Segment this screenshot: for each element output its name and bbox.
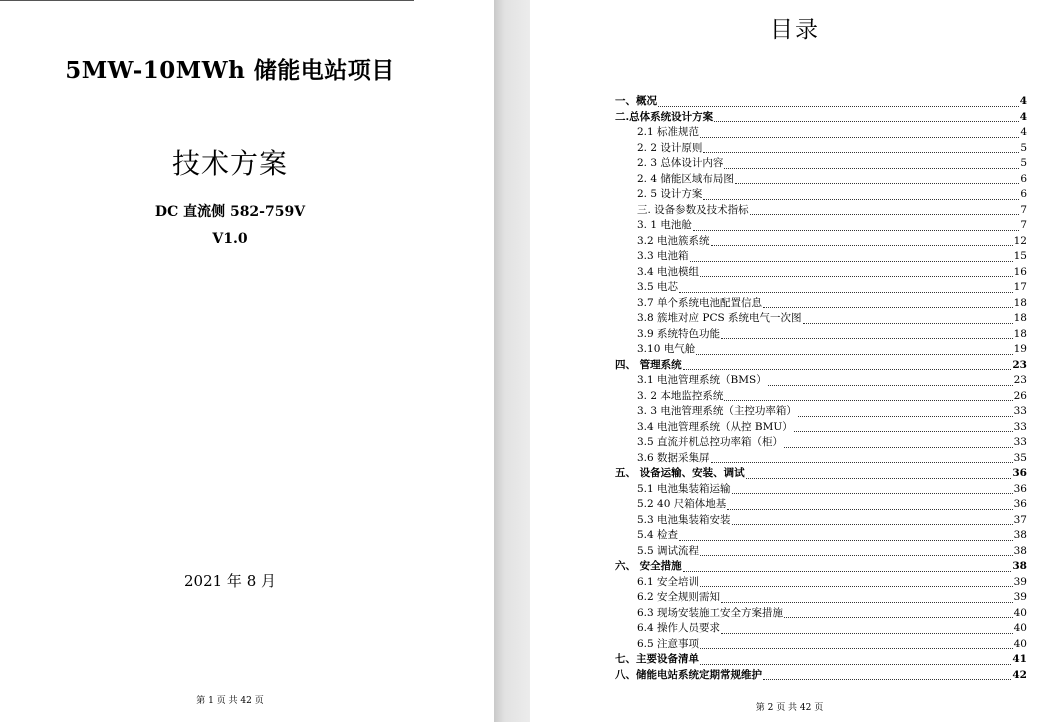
toc-entry-label: 3.3 电池箱 bbox=[637, 250, 689, 262]
toc-entry-label: 六、 安全措施 bbox=[615, 560, 682, 572]
toc-entry[interactable] bbox=[615, 497, 1027, 513]
toc-entry[interactable] bbox=[615, 342, 1027, 358]
toc-entry-label: 3.8 簇堆对应 PCS 系统电气一次图 bbox=[637, 312, 802, 324]
toc-entry[interactable] bbox=[615, 203, 1027, 219]
toc-entry-page: 26 bbox=[1013, 389, 1027, 402]
dc-voltage-range: DC 直流侧 582-759V bbox=[154, 204, 306, 220]
toc-entry[interactable] bbox=[615, 668, 1027, 684]
toc-entry-label: 2. 3 总体设计内容 bbox=[637, 157, 724, 169]
toc-entry[interactable] bbox=[615, 575, 1027, 591]
toc-entry-page: 18 bbox=[1013, 312, 1027, 324]
toc-entry-label: 3.1 电池管理系统（BMS） bbox=[637, 374, 767, 386]
toc-entry-page: 36 bbox=[1013, 498, 1027, 510]
toc-entry-label: 6.2 安全规则需知 bbox=[637, 591, 721, 603]
document-version: V1.0 bbox=[212, 231, 248, 247]
toc-entry-label: 二.总体系统设计方案 bbox=[615, 110, 714, 123]
toc-entry-page: 33 bbox=[1013, 436, 1027, 448]
toc-dot-leader bbox=[721, 338, 1013, 339]
toc-entry[interactable] bbox=[615, 404, 1027, 420]
toc-dot-leader bbox=[763, 307, 1013, 308]
toc-entry-page: 6 bbox=[1020, 172, 1027, 185]
toc-entry-label: 3.9 系统特色功能 bbox=[637, 327, 721, 340]
toc-dot-leader bbox=[700, 664, 1011, 665]
toc-entry-label: 3.5 电芯 bbox=[637, 281, 679, 293]
toc-entry[interactable] bbox=[615, 513, 1027, 529]
toc-entry[interactable] bbox=[615, 559, 1027, 575]
toc-entry-label: 2. 5 设计方案 bbox=[637, 188, 703, 200]
toc-dot-leader bbox=[683, 571, 1012, 572]
toc-entry[interactable] bbox=[615, 637, 1027, 653]
toc-entry[interactable] bbox=[615, 435, 1027, 451]
toc-entry-page: 6 bbox=[1020, 188, 1027, 200]
toc-entry[interactable] bbox=[615, 94, 1027, 110]
toc-entry-page: 38 bbox=[1013, 544, 1027, 557]
toc-entry-page: 36 bbox=[1013, 482, 1027, 495]
toc-entry[interactable] bbox=[615, 172, 1027, 188]
toc-heading: 目录 bbox=[770, 17, 820, 43]
toc-entry-page: 17 bbox=[1013, 281, 1027, 293]
toc-entry-page: 15 bbox=[1013, 250, 1027, 262]
toc-entry[interactable] bbox=[615, 327, 1027, 343]
toc-entry[interactable] bbox=[615, 156, 1027, 172]
toc-entry-page: 33 bbox=[1013, 405, 1027, 417]
toc-entry-label: 3.10 电气舱 bbox=[637, 343, 696, 355]
toc-dot-leader bbox=[711, 245, 1013, 246]
toc-entry-page: 41 bbox=[1012, 653, 1027, 665]
toc-entry-label: 6.1 安全培训 bbox=[637, 575, 700, 588]
toc-dot-leader bbox=[750, 214, 1020, 215]
toc-entry-page: 39 bbox=[1013, 591, 1027, 603]
toc-dot-leader bbox=[700, 586, 1013, 587]
toc-entry-label: 5.3 电池集装箱安装 bbox=[637, 513, 731, 526]
toc-entry-page: 42 bbox=[1012, 668, 1027, 681]
document-title: 技术方案 bbox=[171, 147, 288, 180]
toc-entry-page: 4 bbox=[1020, 126, 1027, 138]
toc-entry-label: 七、主要设备清单 bbox=[615, 653, 699, 665]
toc-entry[interactable] bbox=[615, 110, 1027, 126]
toc-entry[interactable] bbox=[615, 373, 1027, 389]
toc-entry[interactable] bbox=[615, 590, 1027, 606]
project-title: 5MW-10MWh 储能电站项目 bbox=[65, 57, 395, 84]
toc-entry[interactable] bbox=[615, 125, 1027, 141]
toc-entry[interactable] bbox=[615, 606, 1027, 622]
toc-entry-label: 5.2 40 尺箱体地基 bbox=[637, 498, 727, 510]
toc-entry[interactable] bbox=[615, 652, 1027, 668]
toc-entry-label: 3.2 电池簇系统 bbox=[637, 234, 710, 247]
page-footer: 第 1 页 共 42 页 bbox=[196, 696, 264, 706]
toc-dot-leader bbox=[724, 168, 1019, 169]
toc-dot-leader bbox=[683, 369, 1012, 370]
toc-entry-label: 3.5 直流并机总控功率箱（柜） bbox=[637, 436, 784, 448]
toc-entry[interactable] bbox=[615, 420, 1027, 436]
toc-entry-label: 5.4 检查 bbox=[637, 529, 679, 541]
toc-dot-leader bbox=[696, 354, 1012, 355]
toc-entry-label: 2. 2 设计原则 bbox=[637, 141, 703, 154]
toc-entry-label: 3.7 单个系统电池配置信息 bbox=[637, 296, 763, 309]
toc-entry-label: 2.1 标准规范 bbox=[637, 126, 700, 138]
toc-entry-label: 3.4 电池模组 bbox=[637, 265, 700, 278]
toc-entry-page: 5 bbox=[1020, 157, 1027, 169]
toc-entry-label: 3. 1 电池舱 bbox=[637, 219, 692, 231]
page-footer: 第 2 页 共 42 页 bbox=[755, 703, 824, 713]
toc-dot-leader bbox=[700, 648, 1013, 649]
toc-entry[interactable] bbox=[615, 249, 1027, 265]
toc-entry[interactable] bbox=[615, 311, 1027, 327]
toc-entry[interactable] bbox=[615, 265, 1027, 281]
toc-dot-leader bbox=[784, 617, 1013, 618]
toc-list bbox=[615, 94, 1027, 683]
toc-dot-leader bbox=[794, 431, 1013, 432]
toc-dot-leader bbox=[690, 261, 1013, 262]
toc-dot-leader bbox=[721, 633, 1013, 634]
toc-entry-page: 4 bbox=[1019, 110, 1027, 123]
toc-entry-page: 36 bbox=[1012, 467, 1027, 479]
toc-page bbox=[530, 0, 1049, 722]
toc-dot-leader bbox=[721, 602, 1013, 603]
toc-dot-leader bbox=[727, 509, 1012, 510]
toc-entry-label: 三. 设备参数及技术指标 bbox=[637, 203, 749, 216]
header-rule bbox=[0, 0, 414, 1]
toc-entry-page: 18 bbox=[1013, 327, 1027, 340]
toc-entry-label: 3.6 数据采集屏 bbox=[637, 451, 710, 464]
toc-entry-page: 33 bbox=[1013, 420, 1027, 433]
toc-dot-leader bbox=[679, 540, 1013, 541]
toc-dot-leader bbox=[803, 323, 1013, 324]
toc-entry-page: 18 bbox=[1013, 296, 1027, 309]
document-date: 2021 年 8 月 bbox=[183, 572, 277, 590]
toc-entry[interactable] bbox=[615, 218, 1027, 234]
toc-entry-page: 19 bbox=[1013, 343, 1027, 355]
toc-dot-leader bbox=[658, 106, 1019, 107]
toc-dot-leader bbox=[700, 555, 1013, 556]
toc-entry[interactable] bbox=[615, 482, 1027, 498]
toc-entry-page: 35 bbox=[1013, 451, 1027, 464]
toc-entry[interactable] bbox=[615, 466, 1027, 482]
toc-entry-label: 四、 管理系统 bbox=[615, 358, 682, 371]
toc-entry[interactable] bbox=[615, 528, 1027, 544]
toc-entry-label: 3. 3 电池管理系统（主控功率箱） bbox=[637, 405, 797, 417]
toc-entry-page: 23 bbox=[1013, 374, 1027, 386]
toc-dot-leader bbox=[732, 493, 1013, 494]
toc-entry-page: 39 bbox=[1013, 575, 1027, 588]
toc-entry-page: 7 bbox=[1020, 203, 1027, 216]
toc-entry[interactable] bbox=[615, 451, 1027, 467]
toc-entry-label: 一、概况 bbox=[615, 95, 657, 107]
toc-dot-leader bbox=[735, 183, 1019, 184]
page-gutter bbox=[494, 0, 530, 722]
toc-entry-page: 12 bbox=[1013, 234, 1027, 247]
toc-entry-page: 38 bbox=[1013, 529, 1027, 541]
toc-entry[interactable] bbox=[615, 296, 1027, 312]
toc-dot-leader bbox=[703, 152, 1019, 153]
toc-entry-label: 5.1 电池集装箱运输 bbox=[637, 482, 731, 495]
toc-dot-leader bbox=[714, 121, 1019, 122]
toc-dot-leader bbox=[763, 679, 1011, 680]
toc-dot-leader bbox=[700, 276, 1013, 277]
toc-entry-page: 40 bbox=[1013, 622, 1027, 634]
cover-page bbox=[0, 0, 494, 722]
toc-dot-leader bbox=[711, 462, 1013, 463]
toc-dot-leader bbox=[746, 478, 1012, 479]
toc-entry-page: 5 bbox=[1020, 141, 1027, 154]
toc-entry[interactable] bbox=[615, 389, 1027, 405]
toc-entry-page: 40 bbox=[1013, 606, 1027, 619]
toc-entry-label: 3. 2 本地监控系统 bbox=[637, 389, 724, 402]
toc-dot-leader bbox=[703, 199, 1019, 200]
toc-entry-label: 五、 设备运输、安装、调试 bbox=[615, 467, 745, 479]
toc-entry[interactable] bbox=[615, 544, 1027, 560]
toc-entry[interactable] bbox=[615, 187, 1027, 203]
toc-entry-page: 38 bbox=[1012, 560, 1027, 572]
toc-entry-page: 40 bbox=[1013, 637, 1027, 650]
toc-dot-leader bbox=[768, 385, 1013, 386]
toc-entry-label: 八、储能电站系统定期常规维护 bbox=[615, 668, 762, 681]
toc-dot-leader bbox=[693, 230, 1019, 231]
toc-entry[interactable] bbox=[615, 234, 1027, 250]
toc-entry-label: 6.3 现场安装施工安全方案措施 bbox=[637, 606, 784, 619]
toc-entry[interactable] bbox=[615, 280, 1027, 296]
toc-entry-label: 6.4 操作人员要求 bbox=[637, 622, 721, 634]
toc-dot-leader bbox=[784, 447, 1013, 448]
toc-entry-page: 7 bbox=[1020, 219, 1027, 231]
toc-entry-page: 16 bbox=[1013, 265, 1027, 278]
toc-dot-leader bbox=[724, 400, 1012, 401]
toc-dot-leader bbox=[732, 524, 1013, 525]
toc-entry-label: 3.4 电池管理系统（从控 BMU） bbox=[637, 420, 793, 433]
toc-entry-page: 37 bbox=[1013, 513, 1027, 526]
toc-dot-leader bbox=[700, 137, 1019, 138]
toc-entry-page: 23 bbox=[1012, 358, 1027, 371]
toc-entry[interactable] bbox=[615, 358, 1027, 374]
toc-entry-label: 5.5 调试流程 bbox=[637, 544, 700, 557]
toc-dot-leader bbox=[679, 292, 1013, 293]
toc-dot-leader bbox=[798, 416, 1013, 417]
toc-entry-page: 4 bbox=[1019, 95, 1027, 107]
toc-entry[interactable] bbox=[615, 621, 1027, 637]
toc-entry-label: 2. 4 储能区域布局图 bbox=[637, 172, 734, 185]
toc-entry-label: 6.5 注意事项 bbox=[637, 637, 700, 650]
toc-entry[interactable] bbox=[615, 141, 1027, 157]
